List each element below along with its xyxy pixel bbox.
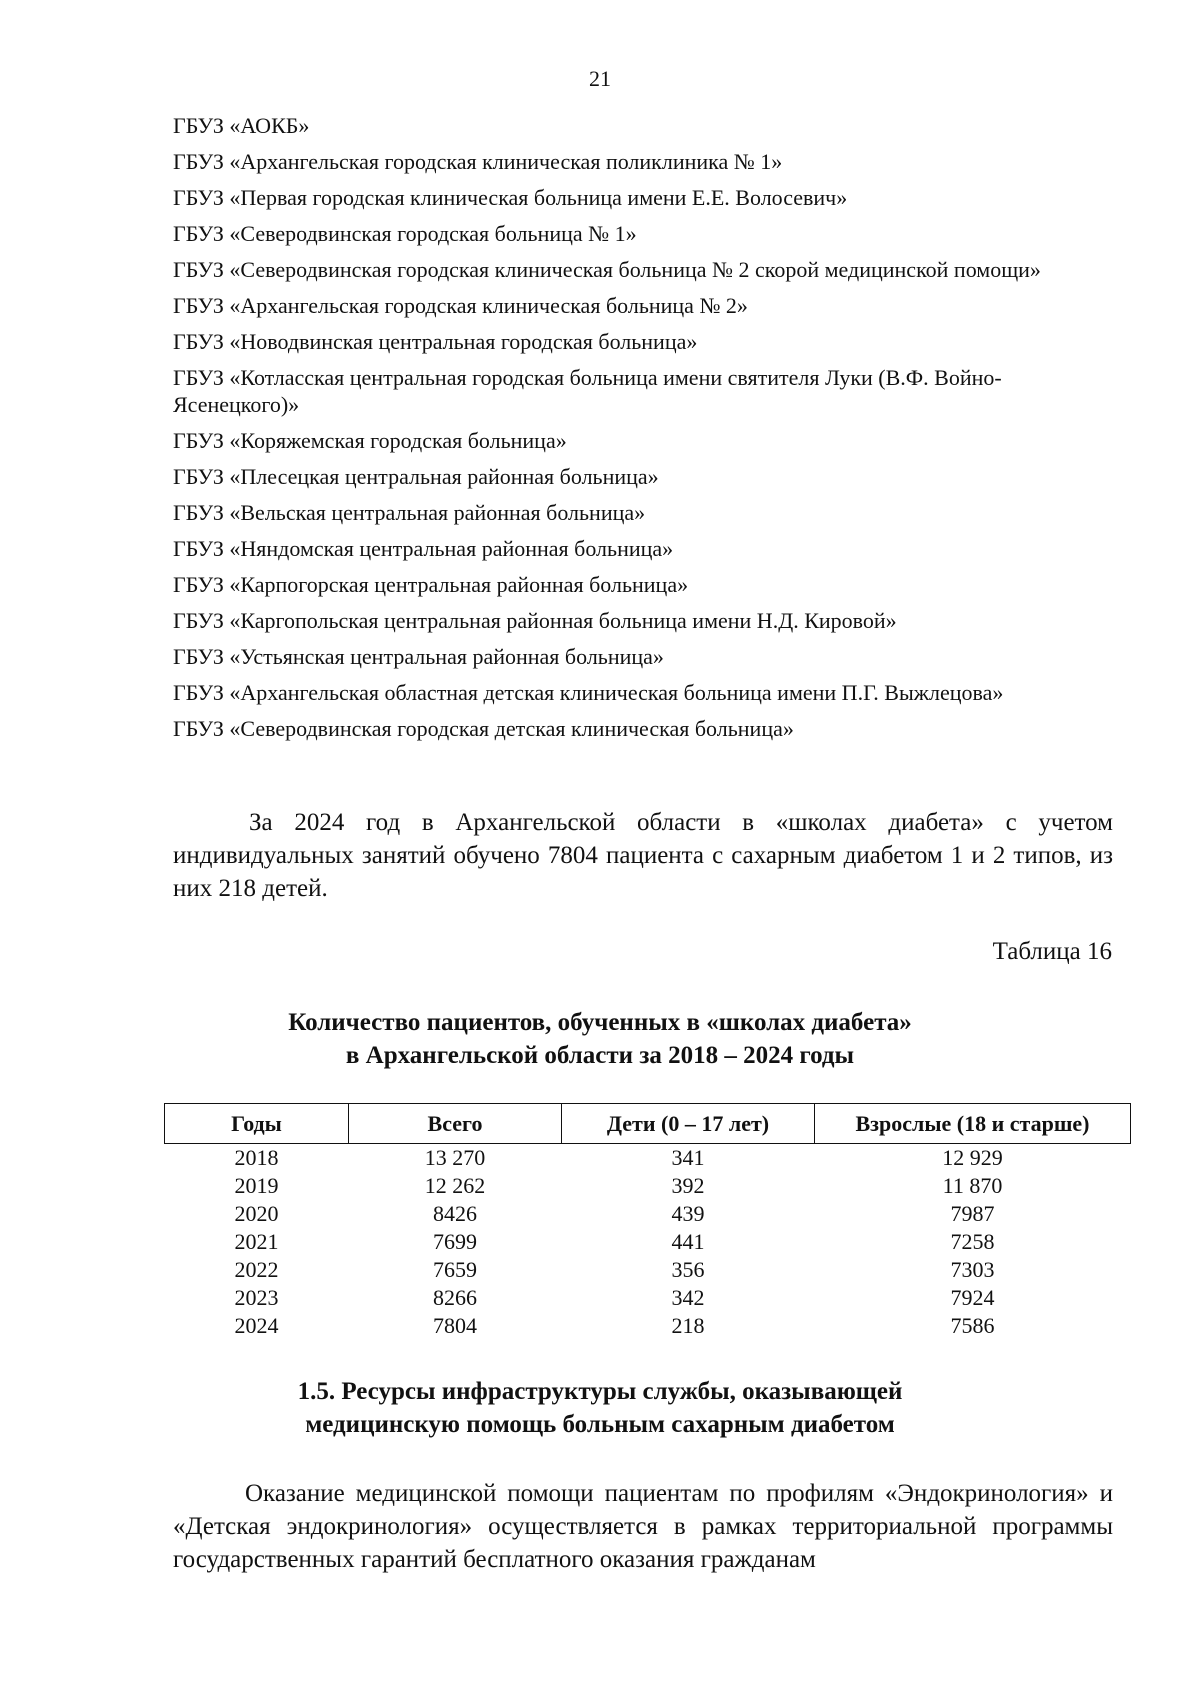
header-children: Дети (0 – 17 лет) <box>562 1104 815 1144</box>
table-row <box>165 1284 1131 1312</box>
organization-item: ГБУЗ «Плесецкая центральная районная больница» <box>173 464 659 489</box>
cell-children: 218 <box>671 1313 705 1338</box>
cell-adults: 7303 <box>950 1257 995 1282</box>
cell-total: 12 262 <box>424 1173 486 1198</box>
table-row <box>165 1228 1131 1256</box>
cell-adults: 12 929 <box>942 1145 1003 1170</box>
cell-children: 392 <box>671 1173 705 1198</box>
table-title <box>0 1006 1200 1072</box>
cell-total: 7659 <box>433 1257 477 1282</box>
page-number: 21 <box>589 66 611 91</box>
organization-item: ГБУЗ «Няндомская центральная районная больница» <box>173 536 674 561</box>
organization-item: ГБУЗ «Вельская центральная районная больница» <box>173 500 646 525</box>
table-row <box>165 1172 1131 1200</box>
cell-year: 2020 <box>234 1201 279 1226</box>
cell-adults: 7924 <box>950 1285 995 1310</box>
organization-item: ГБУЗ «Архангельская областная детская клиническая больница имени П.Г. Выжлецова» <box>173 680 1004 705</box>
section-heading <box>0 1375 1200 1441</box>
cell-total: 13 270 <box>424 1145 486 1170</box>
cell-children: 341 <box>671 1145 705 1170</box>
organization-item: ГБУЗ «Северодвинская городская клиническая больница № 2 скорой медицинской помощи» <box>173 257 1041 282</box>
cell-total: 7699 <box>433 1229 477 1254</box>
cell-children: 356 <box>671 1257 705 1282</box>
cell-children: 342 <box>671 1285 705 1310</box>
organization-item: ГБУЗ «Архангельская городская клиническая больница № 2» <box>173 293 748 318</box>
organization-item: ГБУЗ «Каргопольская центральная районная больница имени Н.Д. Кировой» <box>173 608 897 633</box>
header-years: Годы <box>165 1104 349 1144</box>
summary-paragraph: За 2024 год в Архангельской области в «школах диабета» с учетом индивидуальных занятий обучено 7804 пациента с сахарным диабетом 1 и 2 типов, из них 218 детей. <box>173 809 1113 902</box>
table-row <box>165 1256 1131 1284</box>
table-row <box>165 1200 1131 1228</box>
organization-item: ГБУЗ «Устьянская центральная районная больница» <box>173 644 664 669</box>
cell-adults: 11 870 <box>942 1173 1003 1198</box>
header-adults: Взрослые (18 и старше) <box>815 1104 1131 1144</box>
cell-adults: 7586 <box>950 1313 995 1338</box>
organization-item: ГБУЗ «Карпогорская центральная районная больница» <box>173 572 689 597</box>
organization-item: ГБУЗ «АОКБ» <box>173 113 310 138</box>
organization-item: ГБУЗ «Северодвинская городская детская клиническая больница» <box>173 716 794 741</box>
cell-year: 2018 <box>234 1145 279 1170</box>
cell-year: 2023 <box>234 1285 279 1310</box>
cell-adults: 7258 <box>950 1229 995 1254</box>
organization-list <box>173 112 1113 751</box>
table-row <box>165 1144 1131 1173</box>
cell-children: 441 <box>671 1229 705 1254</box>
cell-children: 439 <box>671 1201 705 1226</box>
cell-year: 2022 <box>234 1257 279 1282</box>
organization-item: ГБУЗ «Котласская центральная городская больница имени святителя Луки (В.Ф. Войно-Ясенецкого)» <box>173 365 1002 417</box>
organization-item: ГБУЗ «Коряжемская городская больница» <box>173 428 567 453</box>
table-title-line-2: в Архангельской области за 2018 – 2024 годы <box>345 1042 855 1069</box>
cell-year: 2019 <box>234 1173 279 1198</box>
section-heading-line-2: медицинскую помощь больным сахарным диабетом <box>305 1411 895 1438</box>
table-header-row <box>165 1104 1131 1144</box>
section-heading-line-1: 1.5. Ресурсы инфраструктуры службы, оказывающей <box>297 1378 903 1405</box>
table-row <box>165 1312 1131 1340</box>
table-number: Таблица 16 <box>992 938 1112 965</box>
patients-table <box>164 1103 1131 1340</box>
cell-adults: 7987 <box>950 1201 995 1226</box>
organization-item: ГБУЗ «Новодвинская центральная городская больница» <box>173 329 698 354</box>
header-total: Всего <box>349 1104 562 1144</box>
organization-item: ГБУЗ «Архангельская городская клиническая поликлиника № 1» <box>173 149 783 174</box>
organization-item: ГБУЗ «Первая городская клиническая больница имени Е.Е. Волосевич» <box>173 185 848 210</box>
table-title-line-1: Количество пациентов, обученных в «школах диабета» <box>288 1009 912 1036</box>
cell-total: 8266 <box>433 1285 477 1310</box>
cell-year: 2021 <box>234 1229 279 1254</box>
cell-year: 2024 <box>234 1313 279 1338</box>
cell-total: 8426 <box>433 1201 477 1226</box>
organization-item: ГБУЗ «Северодвинская городская больница № 1» <box>173 221 637 246</box>
section-paragraph: Оказание медицинской помощи пациентам по профилям «Эндокринология» и «Детская эндокринология» осуществляется в рамках территориальной программы государственных гарантий бесплатного оказания гражданам <box>173 1480 1113 1573</box>
cell-total: 7804 <box>433 1313 477 1338</box>
